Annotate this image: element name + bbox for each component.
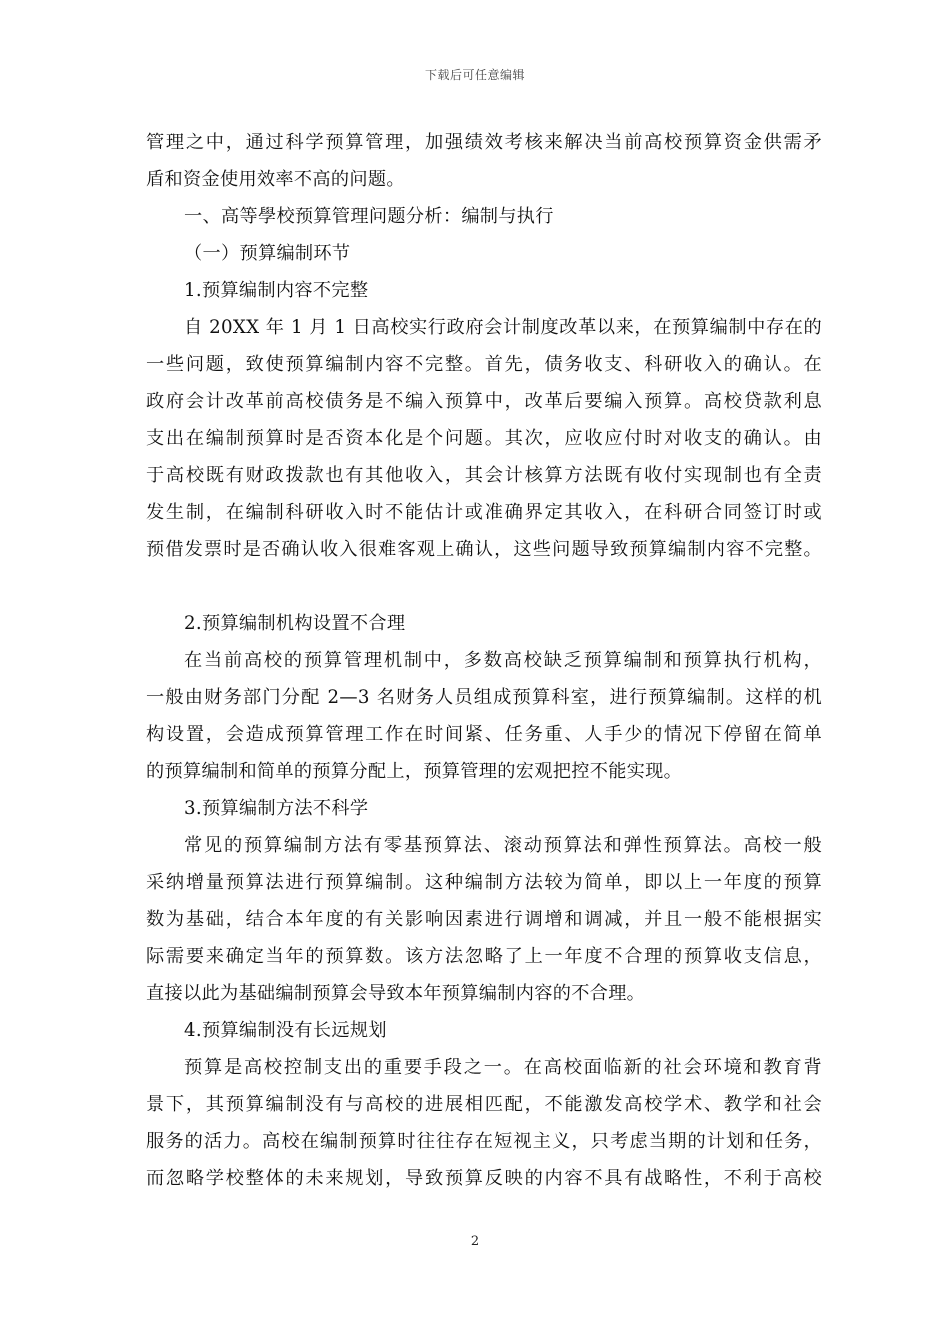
paragraph-1 bbox=[146, 309, 822, 568]
paragraph-4 bbox=[146, 1049, 822, 1197]
text-line: 的预算编制和简单的预算分配上，预算管理的宏观把控不能实现。 bbox=[146, 761, 683, 782]
paragraph-continuation bbox=[146, 124, 822, 198]
text-line: 预算是高校控制支出的重要手段之一。在高校面临新的社会环境和教育背 bbox=[184, 1057, 822, 1078]
text-line: 采纳增量预算法进行预算编制。这种编制方法较为简单，即以上一年度的预算 bbox=[146, 872, 822, 893]
text-line: 直接以此为基础编制预算会导致本年预算编制内容的不合理。 bbox=[146, 983, 646, 1004]
text-line: 构设置，会造成预算管理工作在时间紧、任务重、人手少的情况下停留在简单 bbox=[146, 724, 822, 745]
text-line: 预借发票时是否确认收入很难客观上确认，这些问题导致预算编制内容不完整。 bbox=[146, 539, 822, 560]
section-heading: 一、高等學校预算管理问题分析：编制与执行 bbox=[184, 206, 554, 227]
text-line: 发生制，在编制科研收入时不能估计或准确界定其收入，在科研合同签订时或 bbox=[146, 502, 822, 523]
text-line: 自 20XX 年 1 月 1 日高校实行政府会计制度改革以来，在预算编制中存在的 bbox=[184, 317, 822, 338]
subsection-heading: （一）预算编制环节 bbox=[184, 243, 351, 264]
text-line: 际需要来确定当年的预算数。该方法忽略了上一年度不合理的预算收支信息， bbox=[146, 946, 822, 967]
text-line: 于高校既有财政拨款也有其他收入，其会计核算方法既有收付实现制也有全责 bbox=[146, 465, 822, 486]
text-line: 政府会计改革前高校债务是不编入预算中，改革后要编入预算。高校贷款利息 bbox=[146, 391, 822, 412]
text-line: 一些问题，致使预算编制内容不完整。首先，债务收支、科研收入的确认。在 bbox=[146, 354, 822, 375]
text-line: 一般由财务部门分配 2—3 名财务人员组成预算科室，进行预算编制。这样的机 bbox=[146, 687, 822, 708]
text-line: 管理之中，通过科学预算管理，加强绩效考核来解决当前高校预算资金供需矛 bbox=[146, 132, 822, 153]
document-body bbox=[146, 124, 822, 1197]
text-line: 常见的预算编制方法有零基预算法、滚动预算法和弹性预算法。高校一般 bbox=[184, 835, 822, 856]
page-header: 下载后可任意编辑 bbox=[424, 68, 525, 82]
text-line: 数为基础，结合本年度的有关影响因素进行调增和调减，并且一般不能根据实 bbox=[146, 909, 822, 930]
paragraph-2 bbox=[146, 642, 822, 790]
item-heading-4: 4.预算编制没有长远规划 bbox=[184, 1020, 387, 1041]
item-heading-3: 3.预算编制方法不科学 bbox=[184, 798, 369, 819]
text-line: 而忽略学校整体的未来规划，导致预算反映的内容不具有战略性，不利于高校 bbox=[146, 1168, 822, 1189]
blank-line bbox=[146, 568, 822, 605]
text-line: 盾和资金使用效率不高的问题。 bbox=[146, 169, 405, 190]
paragraph-3 bbox=[146, 827, 822, 1012]
page-number: 2 bbox=[470, 1234, 480, 1249]
text-line: 景下，其预算编制没有与高校的进展相匹配，不能激发高校学术、教学和社会 bbox=[146, 1094, 822, 1115]
item-heading-2: 2.预算编制机构设置不合理 bbox=[184, 613, 406, 634]
text-line: 服务的活力。高校在编制预算时往往存在短视主义，只考虑当期的计划和任务， bbox=[146, 1131, 822, 1152]
text-line: 在当前高校的预算管理机制中，多数高校缺乏预算编制和预算执行机构， bbox=[184, 650, 822, 671]
text-line: 支出在编制预算时是否资本化是个问题。其次，应收应付时对收支的确认。由 bbox=[146, 428, 822, 449]
item-heading-1: 1.预算编制内容不完整 bbox=[184, 280, 369, 301]
